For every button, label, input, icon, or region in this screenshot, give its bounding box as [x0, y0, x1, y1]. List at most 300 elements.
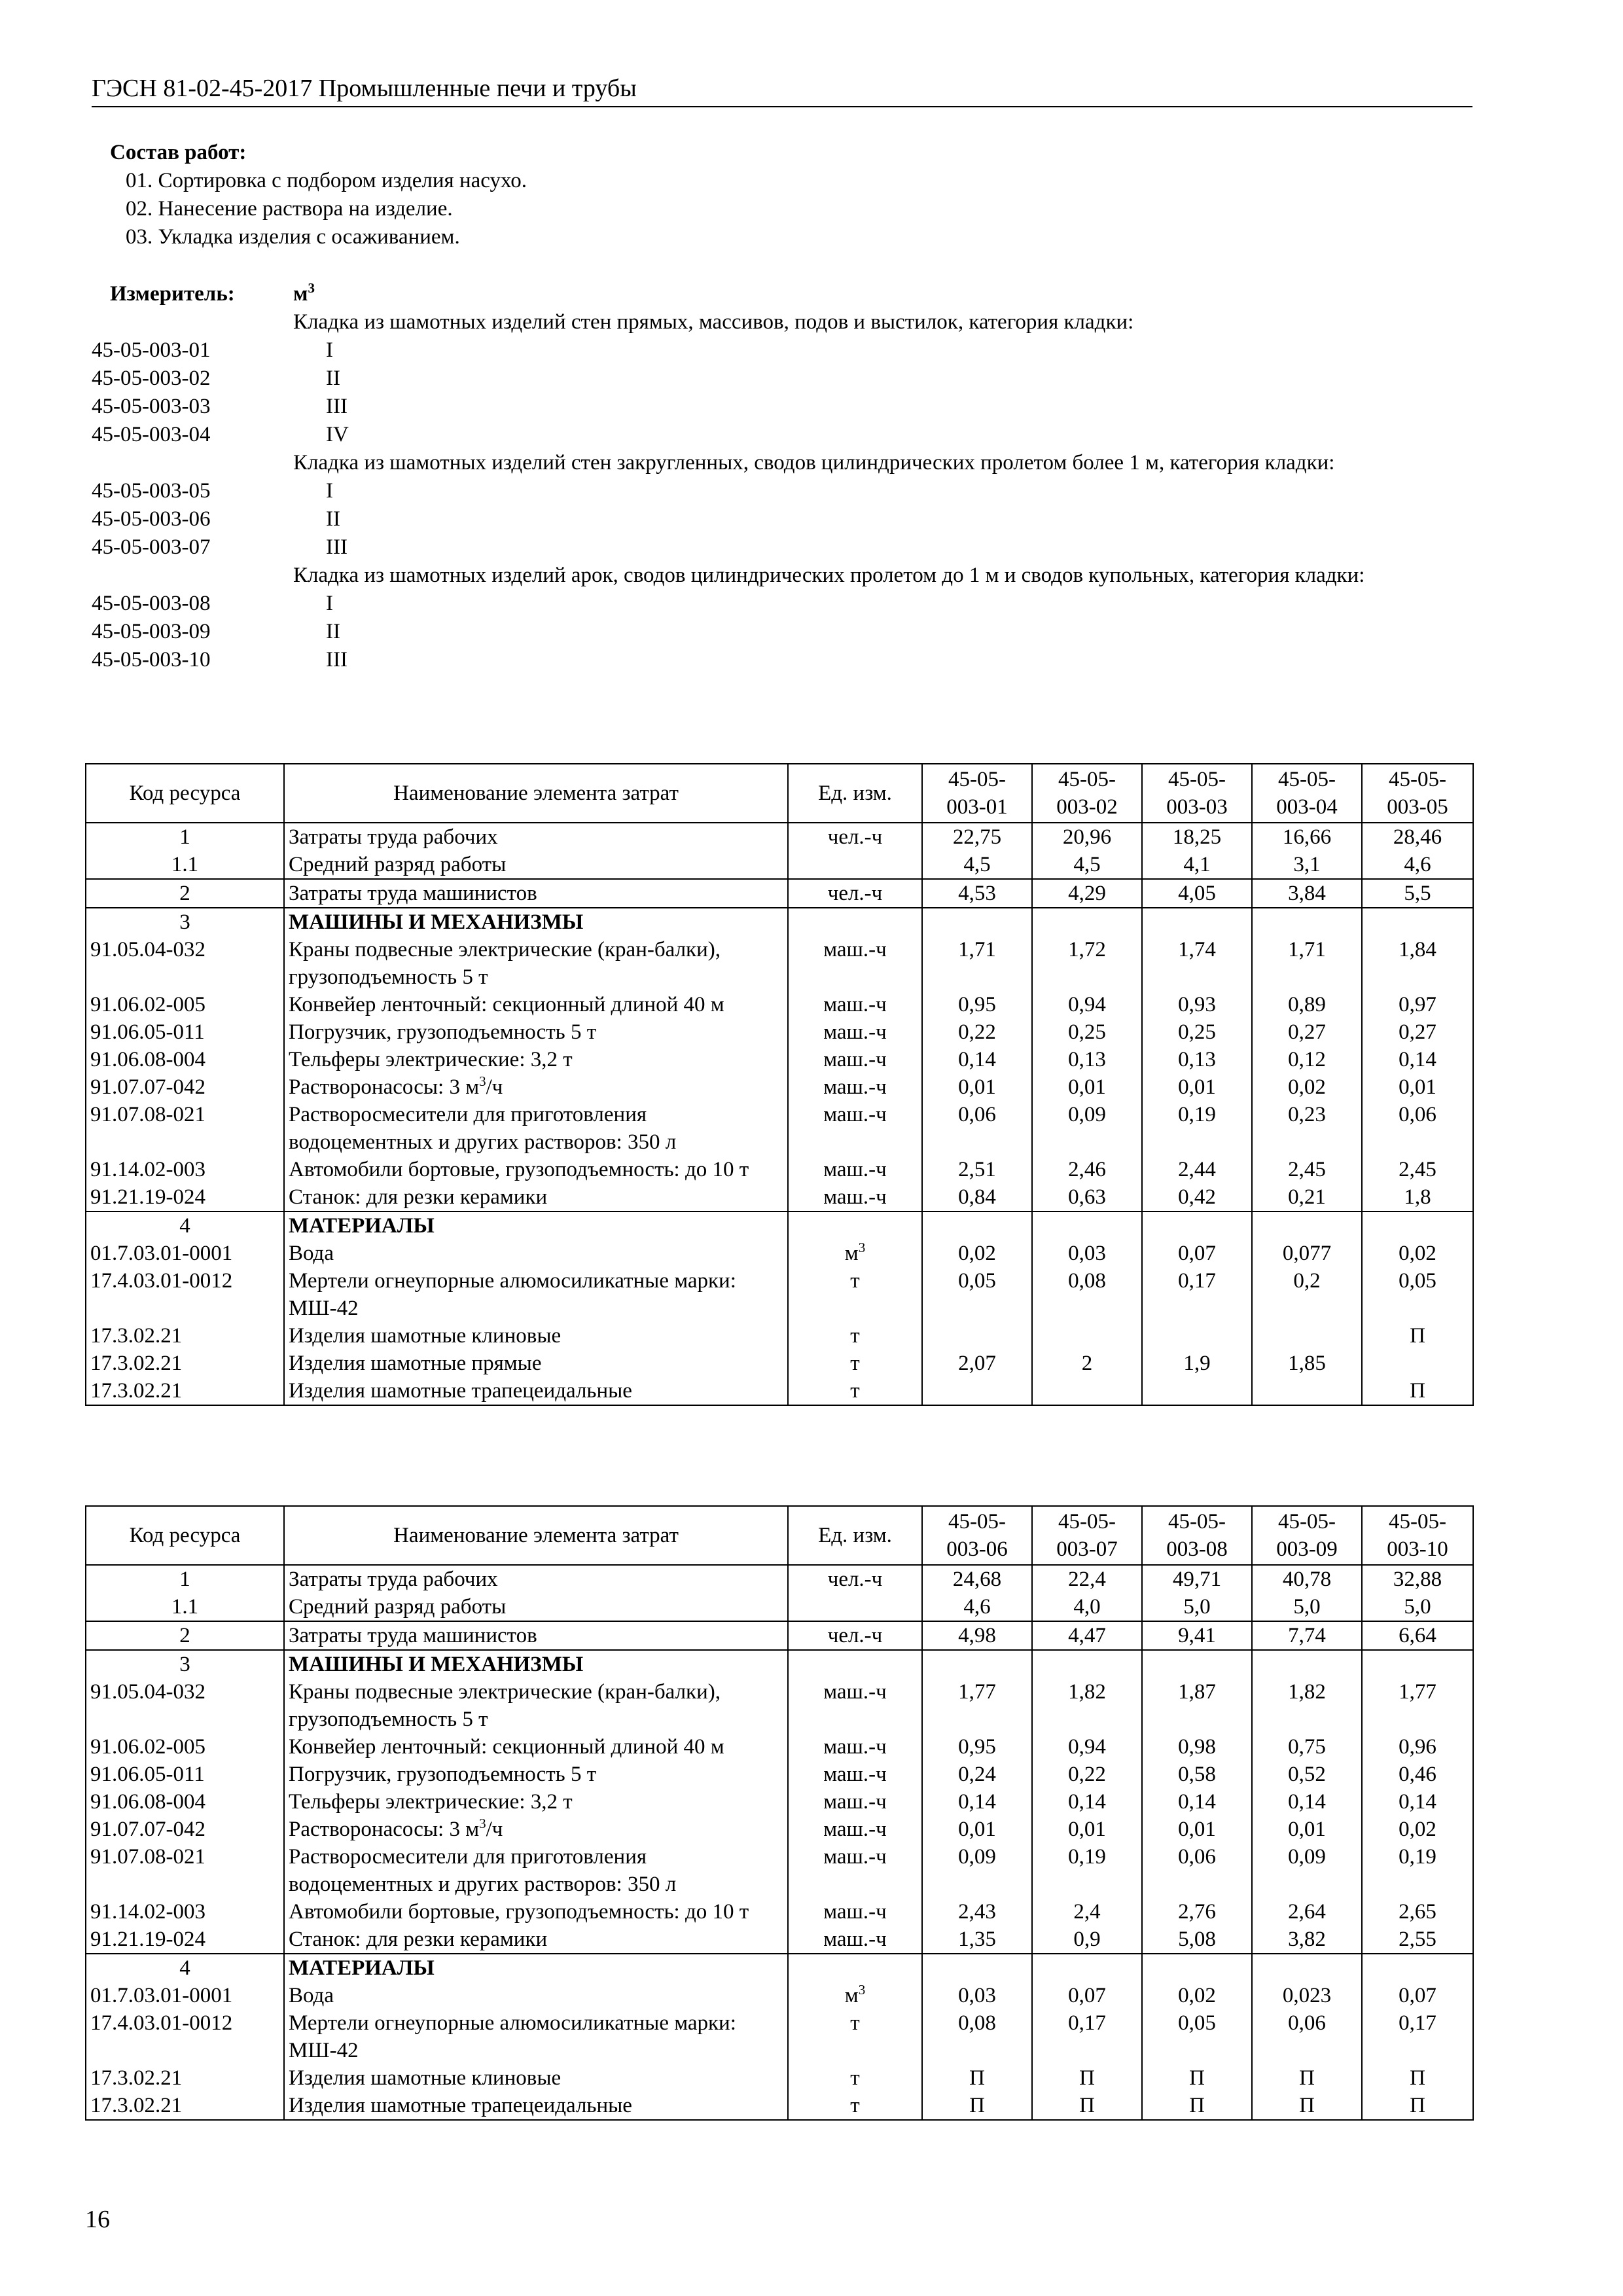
norm-category: IV [326, 423, 349, 446]
resource-value [1362, 1954, 1473, 1982]
norm-item [92, 646, 1472, 674]
resource-value: 2,44 [1142, 1156, 1252, 1183]
group-description: Кладка из шамотных изделий стен закругленных, сводов цилиндрических пролетом более 1 м, категория кладки: [293, 451, 1335, 475]
resource-value: П [1032, 2092, 1142, 2120]
resource-unit: маш.-ч [788, 1816, 922, 1843]
resource-unit: т [788, 1322, 922, 1350]
resource-name: Затраты труда рабочих [284, 823, 788, 851]
column-header-norm: 45-05- 003-01 [922, 764, 1032, 823]
table-row [86, 1898, 1473, 1926]
resource-unit: маш.-ч [788, 1018, 922, 1046]
resource-name: Средний разряд работы [284, 1593, 788, 1621]
resource-value: 1,85 [1252, 1350, 1362, 1377]
resource-name: МАШИНЫ И МЕХАНИЗМЫ [284, 908, 788, 936]
resource-name: Средний разряд работы [284, 851, 788, 879]
resource-value: 1,87 [1142, 1678, 1252, 1733]
table-row [86, 1621, 1473, 1650]
resource-value: 1,35 [922, 1926, 1032, 1954]
resource-value: 0,08 [1032, 1267, 1142, 1322]
resource-value: 0,06 [1142, 1843, 1252, 1898]
resource-name: Мертели огнеупорные алюмосиликатные марки: МШ-42 [284, 1267, 788, 1322]
resource-value: 0,97 [1362, 991, 1473, 1018]
table-row [86, 1982, 1473, 2009]
resource-value [922, 1650, 1032, 1678]
resource-value: П [1362, 1322, 1473, 1350]
resource-unit [788, 1650, 922, 1678]
composition-heading: Состав работ: [110, 141, 247, 164]
table-row [86, 1240, 1473, 1267]
resource-value [1142, 1954, 1252, 1982]
resource-value: 5,0 [1142, 1593, 1252, 1621]
resource-unit: маш.-ч [788, 1926, 922, 1954]
resource-value: 0,01 [1032, 1816, 1142, 1843]
resource-value: 49,71 [1142, 1565, 1252, 1593]
resource-value: 0,42 [1142, 1183, 1252, 1211]
resource-value: 2,45 [1252, 1156, 1362, 1183]
resource-value: 0,19 [1032, 1843, 1142, 1898]
resource-name: Тельферы электрические: 3,2 т [284, 1046, 788, 1073]
column-header-code: Код ресурса [86, 764, 284, 823]
resource-value [1252, 1377, 1362, 1405]
resource-value: 1,8 [1362, 1183, 1473, 1211]
resource-value: 0,58 [1142, 1761, 1252, 1788]
resource-value: П [1142, 2092, 1252, 2120]
resource-value: 0,14 [1362, 1046, 1473, 1073]
resource-name: Изделия шамотные трапецеидальные [284, 2092, 788, 2120]
resource-code: 3 [86, 908, 284, 936]
resource-value: 0,96 [1362, 1733, 1473, 1761]
resource-code: 3 [86, 1650, 284, 1678]
resource-unit: т [788, 1267, 922, 1322]
resource-value: 0,09 [922, 1843, 1032, 1898]
resource-value: 3,1 [1252, 851, 1362, 879]
table-row [86, 1101, 1473, 1156]
resource-value: 0,01 [1252, 1816, 1362, 1843]
resource-value: 2,45 [1362, 1156, 1473, 1183]
resource-value [1142, 1650, 1252, 1678]
column-header-norm: 45-05- 003-08 [1142, 1506, 1252, 1565]
column-header-name: Наименование элемента затрат [284, 764, 788, 823]
norm-item [92, 393, 1472, 421]
resource-value: 0,077 [1252, 1240, 1362, 1267]
column-header-norm: 45-05- 003-04 [1252, 764, 1362, 823]
norm-category: I [326, 592, 333, 615]
resource-value: 0,24 [922, 1761, 1032, 1788]
norm-category: I [326, 479, 333, 503]
resource-value: 0,94 [1032, 1733, 1142, 1761]
resource-unit: маш.-ч [788, 1183, 922, 1211]
resource-value: 4,6 [1362, 851, 1473, 879]
resource-name: Растворонасосы: 3 $м^3/ч$ [284, 1816, 788, 1843]
table-row [86, 851, 1473, 879]
measure-label: Измеритель: [110, 282, 235, 306]
column-header-unit: Ед. изм. [788, 764, 922, 823]
resource-value: 0,05 [922, 1267, 1032, 1322]
resource-value: 0,13 [1142, 1046, 1252, 1073]
resource-value: 1,82 [1252, 1678, 1362, 1733]
table-row [86, 1156, 1473, 1183]
resource-unit [788, 1211, 922, 1240]
resource-value [1362, 1650, 1473, 1678]
resource-value [1362, 1211, 1473, 1240]
resource-value: 4,0 [1032, 1593, 1142, 1621]
table-row [86, 1761, 1473, 1788]
composition-item: 02. Нанесение раствора на изделие. [126, 197, 453, 221]
resource-value: 0,03 [922, 1982, 1032, 2009]
resource-name: Вода [284, 1982, 788, 2009]
resource-value: 1,9 [1142, 1350, 1252, 1377]
resource-value: 0,02 [1362, 1240, 1473, 1267]
resource-name: Растворонасосы: 3 $м^3/ч$ [284, 1073, 788, 1101]
norm-item [92, 505, 1472, 533]
resource-value: 22,4 [1032, 1565, 1142, 1593]
resource-value: 0,95 [922, 991, 1032, 1018]
page-header [92, 72, 1472, 107]
resource-unit [788, 1954, 922, 1982]
resource-value [1032, 1954, 1142, 1982]
resource-name: Конвейер ленточный: секционный длиной 40 м [284, 1733, 788, 1761]
resource-value: 0,01 [922, 1816, 1032, 1843]
resource-name: Растворосмесители для приготовления водоцементных и других растворов: 350 л [284, 1101, 788, 1156]
resource-value: 4,5 [922, 851, 1032, 879]
resource-code: 17.3.02.21 [86, 2064, 284, 2092]
resource-code: 91.07.08-021 [86, 1101, 284, 1156]
norm-code: 45-05-003-06 [92, 507, 211, 531]
table-row [86, 1350, 1473, 1377]
resource-code: 17.4.03.01-0012 [86, 1267, 284, 1322]
resource-name: Погрузчик, грузоподъемность 5 т [284, 1018, 788, 1046]
resource-unit: маш.-ч [788, 1101, 922, 1156]
resource-value: П [1362, 2064, 1473, 2092]
resource-name: Изделия шамотные трапецеидальные [284, 1377, 788, 1405]
resource-unit: маш.-ч [788, 1733, 922, 1761]
resource-value: 0,2 [1252, 1267, 1362, 1322]
resource-value: 0,27 [1252, 1018, 1362, 1046]
resource-value: 3,82 [1252, 1926, 1362, 1954]
resource-code: 17.3.02.21 [86, 1350, 284, 1377]
column-header-norm: 45-05- 003-02 [1032, 764, 1142, 823]
resource-code: 91.05.04-032 [86, 936, 284, 991]
resource-value: П [1362, 1377, 1473, 1405]
resource-value [1032, 908, 1142, 936]
table-row [86, 1926, 1473, 1954]
column-header-code: Код ресурса [86, 1506, 284, 1565]
table-row [86, 936, 1473, 991]
resource-value: 0,14 [922, 1788, 1032, 1816]
resource-name: Конвейер ленточный: секционный длиной 40 м [284, 991, 788, 1018]
resource-value: 0,01 [922, 1073, 1032, 1101]
resource-value: 4,05 [1142, 879, 1252, 908]
resource-value: 1,74 [1142, 936, 1252, 991]
norm-code: 45-05-003-02 [92, 367, 211, 390]
measure-unit: $м^3$ [293, 280, 315, 306]
resource-value [1142, 1377, 1252, 1405]
norm-code: 45-05-003-05 [92, 479, 211, 503]
resource-code: 91.06.08-004 [86, 1788, 284, 1816]
resource-code: 91.06.02-005 [86, 991, 284, 1018]
resource-unit: т [788, 2092, 922, 2120]
resource-value: 0,22 [1032, 1761, 1142, 1788]
column-header-norm: 45-05- 003-06 [922, 1506, 1032, 1565]
composition-item: 01. Сортировка с подбором изделия насухо. [126, 169, 527, 192]
resource-unit: маш.-ч [788, 1156, 922, 1183]
norm-item [92, 533, 1472, 562]
resource-value: 1,77 [922, 1678, 1032, 1733]
norm-category: III [326, 395, 348, 418]
resource-value: 0,13 [1032, 1046, 1142, 1073]
norm-code: 45-05-003-03 [92, 395, 211, 418]
norm-code: 45-05-003-10 [92, 648, 211, 672]
table-row [86, 1650, 1473, 1678]
resource-unit: маш.-ч [788, 1073, 922, 1101]
resource-code: 91.21.19-024 [86, 1183, 284, 1211]
resource-value [1252, 908, 1362, 936]
resource-value: 0,84 [922, 1183, 1032, 1211]
resource-value: 4,1 [1142, 851, 1252, 879]
group-description-row [92, 562, 1472, 590]
resource-value: 0,07 [1032, 1982, 1142, 2009]
resource-value [1252, 1954, 1362, 1982]
resource-value [1252, 1322, 1362, 1350]
resource-name: Вода [284, 1240, 788, 1267]
resource-value: 4,5 [1032, 851, 1142, 879]
norm-item [92, 618, 1472, 646]
resource-value: 4,29 [1032, 879, 1142, 908]
table-row [86, 1322, 1473, 1350]
column-header-norm: 45-05- 003-10 [1362, 1506, 1473, 1565]
resource-code: 91.06.05-011 [86, 1018, 284, 1046]
table-row [86, 1593, 1473, 1621]
table-row [86, 1565, 1473, 1593]
resource-value: 0,98 [1142, 1733, 1252, 1761]
resource-value: 0,01 [1142, 1073, 1252, 1101]
norm-category: III [326, 535, 348, 559]
resource-value: 0,14 [922, 1046, 1032, 1073]
resource-code: 17.4.03.01-0012 [86, 2009, 284, 2064]
resource-value: П [922, 2064, 1032, 2092]
norm-category: I [326, 338, 333, 362]
norm-code: 45-05-003-01 [92, 338, 211, 362]
resource-code: 91.14.02-003 [86, 1156, 284, 1183]
table-row [86, 1183, 1473, 1211]
resource-code: 17.3.02.21 [86, 2092, 284, 2120]
resource-value: 1,72 [1032, 936, 1142, 991]
resource-name: Изделия шамотные прямые [284, 1350, 788, 1377]
resource-value: 0,01 [1142, 1816, 1252, 1843]
table-row [86, 991, 1473, 1018]
resource-code: 1.1 [86, 851, 284, 879]
resource-value [1362, 908, 1473, 936]
table-row [86, 1816, 1473, 1843]
column-header-norm: 45-05- 003-05 [1362, 764, 1473, 823]
resource-value [1032, 1650, 1142, 1678]
resource-value [1032, 1322, 1142, 1350]
resource-code: 91.07.08-021 [86, 1843, 284, 1898]
resource-value: 2,43 [922, 1898, 1032, 1926]
resource-table-1 [85, 763, 1474, 1406]
resource-name: Тельферы электрические: 3,2 т [284, 1788, 788, 1816]
page-number: 16 [85, 2206, 110, 2233]
resource-value: 20,96 [1032, 823, 1142, 851]
resource-value: 1,84 [1362, 936, 1473, 991]
table-row [86, 908, 1473, 936]
norm-list [92, 308, 1472, 674]
resource-name: Затраты труда машинистов [284, 879, 788, 908]
resource-code: 91.21.19-024 [86, 1926, 284, 1954]
column-header-name: Наименование элемента затрат [284, 1506, 788, 1565]
resource-value: 9,41 [1142, 1621, 1252, 1650]
table-row [86, 879, 1473, 908]
resource-value: 0,06 [922, 1101, 1032, 1156]
resource-value: 2 [1032, 1350, 1142, 1377]
resource-value: 4,6 [922, 1593, 1032, 1621]
resource-value: 0,89 [1252, 991, 1362, 1018]
resource-value: 0,14 [1362, 1788, 1473, 1816]
resource-value: 2,46 [1032, 1156, 1142, 1183]
resource-code: 91.06.02-005 [86, 1733, 284, 1761]
resource-value: 0,25 [1032, 1018, 1142, 1046]
resource-name: Краны подвесные электрические (кран-балки), грузоподъемность 5 т [284, 936, 788, 991]
resource-value: 0,09 [1252, 1843, 1362, 1898]
column-header-unit: Ед. изм. [788, 1506, 922, 1565]
resource-value [1362, 1350, 1473, 1377]
resource-code: 91.14.02-003 [86, 1898, 284, 1926]
norm-code: 45-05-003-04 [92, 423, 211, 446]
resource-value: 5,0 [1362, 1593, 1473, 1621]
header-title: ГЭСН 81-02-45-2017 Промышленные печи и трубы [92, 75, 637, 102]
resource-unit: маш.-ч [788, 936, 922, 991]
resource-name: МАТЕРИАЛЫ [284, 1211, 788, 1240]
resource-name: МАШИНЫ И МЕХАНИЗМЫ [284, 1650, 788, 1678]
resource-value: 1,71 [922, 936, 1032, 991]
resource-value: 2,51 [922, 1156, 1032, 1183]
resource-code: 01.7.03.01-0001 [86, 1982, 284, 2009]
norm-item [92, 336, 1472, 365]
resource-value: 16,66 [1252, 823, 1362, 851]
resource-value: 0,19 [1142, 1101, 1252, 1156]
resource-value: 0,95 [922, 1733, 1032, 1761]
resource-code: 91.06.05-011 [86, 1761, 284, 1788]
resource-value [1032, 1377, 1142, 1405]
resource-name: Станок: для резки керамики [284, 1183, 788, 1211]
resource-value [1032, 1211, 1142, 1240]
resource-code: 91.05.04-032 [86, 1678, 284, 1733]
resource-value: 0,14 [1142, 1788, 1252, 1816]
resource-name: Автомобили бортовые, грузоподъемность: до 10 т [284, 1156, 788, 1183]
resource-name: Автомобили бортовые, грузоподъемность: до 10 т [284, 1898, 788, 1926]
group-description: Кладка из шамотных изделий стен прямых, массивов, подов и выстилок, категория кладки: [293, 310, 1134, 334]
column-header-norm: 45-05- 003-07 [1032, 1506, 1142, 1565]
resource-value: 0,14 [1252, 1788, 1362, 1816]
resource-value: П [1252, 2092, 1362, 2120]
resource-value: 2,07 [922, 1350, 1032, 1377]
resource-code: 91.06.08-004 [86, 1046, 284, 1073]
resource-value: 0,23 [1252, 1101, 1362, 1156]
resource-value: П [1032, 2064, 1142, 2092]
resource-value: 0,94 [1032, 991, 1142, 1018]
resource-unit: маш.-ч [788, 1843, 922, 1898]
norm-item [92, 365, 1472, 393]
resource-name: Станок: для резки керамики [284, 1926, 788, 1954]
resource-unit [788, 1593, 922, 1621]
resource-value [922, 1377, 1032, 1405]
resource-value: 24,68 [922, 1565, 1032, 1593]
norm-category: II [326, 620, 340, 643]
resource-code: 01.7.03.01-0001 [86, 1240, 284, 1267]
table-row [86, 1733, 1473, 1761]
norm-code: 45-05-003-08 [92, 592, 211, 615]
resource-value: 0,12 [1252, 1046, 1362, 1073]
resource-name: Затраты труда рабочих [284, 1565, 788, 1593]
resource-value: 0,06 [1362, 1101, 1473, 1156]
table-row [86, 2064, 1473, 2092]
resource-value: 0,08 [922, 2009, 1032, 2064]
resource-value: 0,02 [922, 1240, 1032, 1267]
resource-value: 5,5 [1362, 879, 1473, 908]
resource-unit [788, 851, 922, 879]
column-header-norm: 45-05- 003-03 [1142, 764, 1252, 823]
group-description-row [92, 449, 1472, 477]
resource-value: 0,06 [1252, 2009, 1362, 2064]
resource-value: 0,02 [1142, 1982, 1252, 2009]
resource-code: 2 [86, 1621, 284, 1650]
resource-value: 0,22 [922, 1018, 1032, 1046]
resource-value: 0,02 [1362, 1816, 1473, 1843]
resource-value: 18,25 [1142, 823, 1252, 851]
resource-unit: т [788, 1350, 922, 1377]
table-row [86, 2009, 1473, 2064]
norm-item [92, 590, 1472, 618]
composition-item: 03. Укладка изделия с осаживанием. [126, 225, 460, 249]
norm-item [92, 421, 1472, 449]
resource-code: 91.07.07-042 [86, 1073, 284, 1101]
resource-value: 32,88 [1362, 1565, 1473, 1593]
resource-value: 2,76 [1142, 1898, 1252, 1926]
resource-code: 91.07.07-042 [86, 1816, 284, 1843]
resource-value: 0,07 [1142, 1240, 1252, 1267]
resource-unit: маш.-ч [788, 1046, 922, 1073]
norm-category: II [326, 507, 340, 531]
resource-value: 4,98 [922, 1621, 1032, 1650]
resource-unit: маш.-ч [788, 1678, 922, 1733]
resource-value [1142, 1211, 1252, 1240]
resource-value: 0,52 [1252, 1761, 1362, 1788]
resource-value: 0,02 [1252, 1073, 1362, 1101]
resource-code: 17.3.02.21 [86, 1377, 284, 1405]
resource-value: П [1362, 2092, 1473, 2120]
resource-value: 0,75 [1252, 1733, 1362, 1761]
resource-value: П [922, 2092, 1032, 2120]
resource-unit: т [788, 1377, 922, 1405]
resource-code: 1 [86, 823, 284, 851]
norm-code: 45-05-003-09 [92, 620, 211, 643]
resource-value: П [1252, 2064, 1362, 2092]
resource-value: 0,07 [1362, 1982, 1473, 2009]
resource-value: 0,03 [1032, 1240, 1142, 1267]
resource-value: 4,47 [1032, 1621, 1142, 1650]
resource-name: Изделия шамотные клиновые [284, 1322, 788, 1350]
resource-value: 2,65 [1362, 1898, 1473, 1926]
norm-category: III [326, 648, 348, 672]
table-row [86, 1267, 1473, 1322]
resource-unit: чел.-ч [788, 823, 922, 851]
resource-name: Погрузчик, грузоподъемность 5 т [284, 1761, 788, 1788]
resource-value: 22,75 [922, 823, 1032, 851]
table-row [86, 1843, 1473, 1898]
group-description-row [92, 308, 1472, 336]
resource-unit: чел.-ч [788, 1621, 922, 1650]
resource-value: 0,27 [1362, 1018, 1473, 1046]
